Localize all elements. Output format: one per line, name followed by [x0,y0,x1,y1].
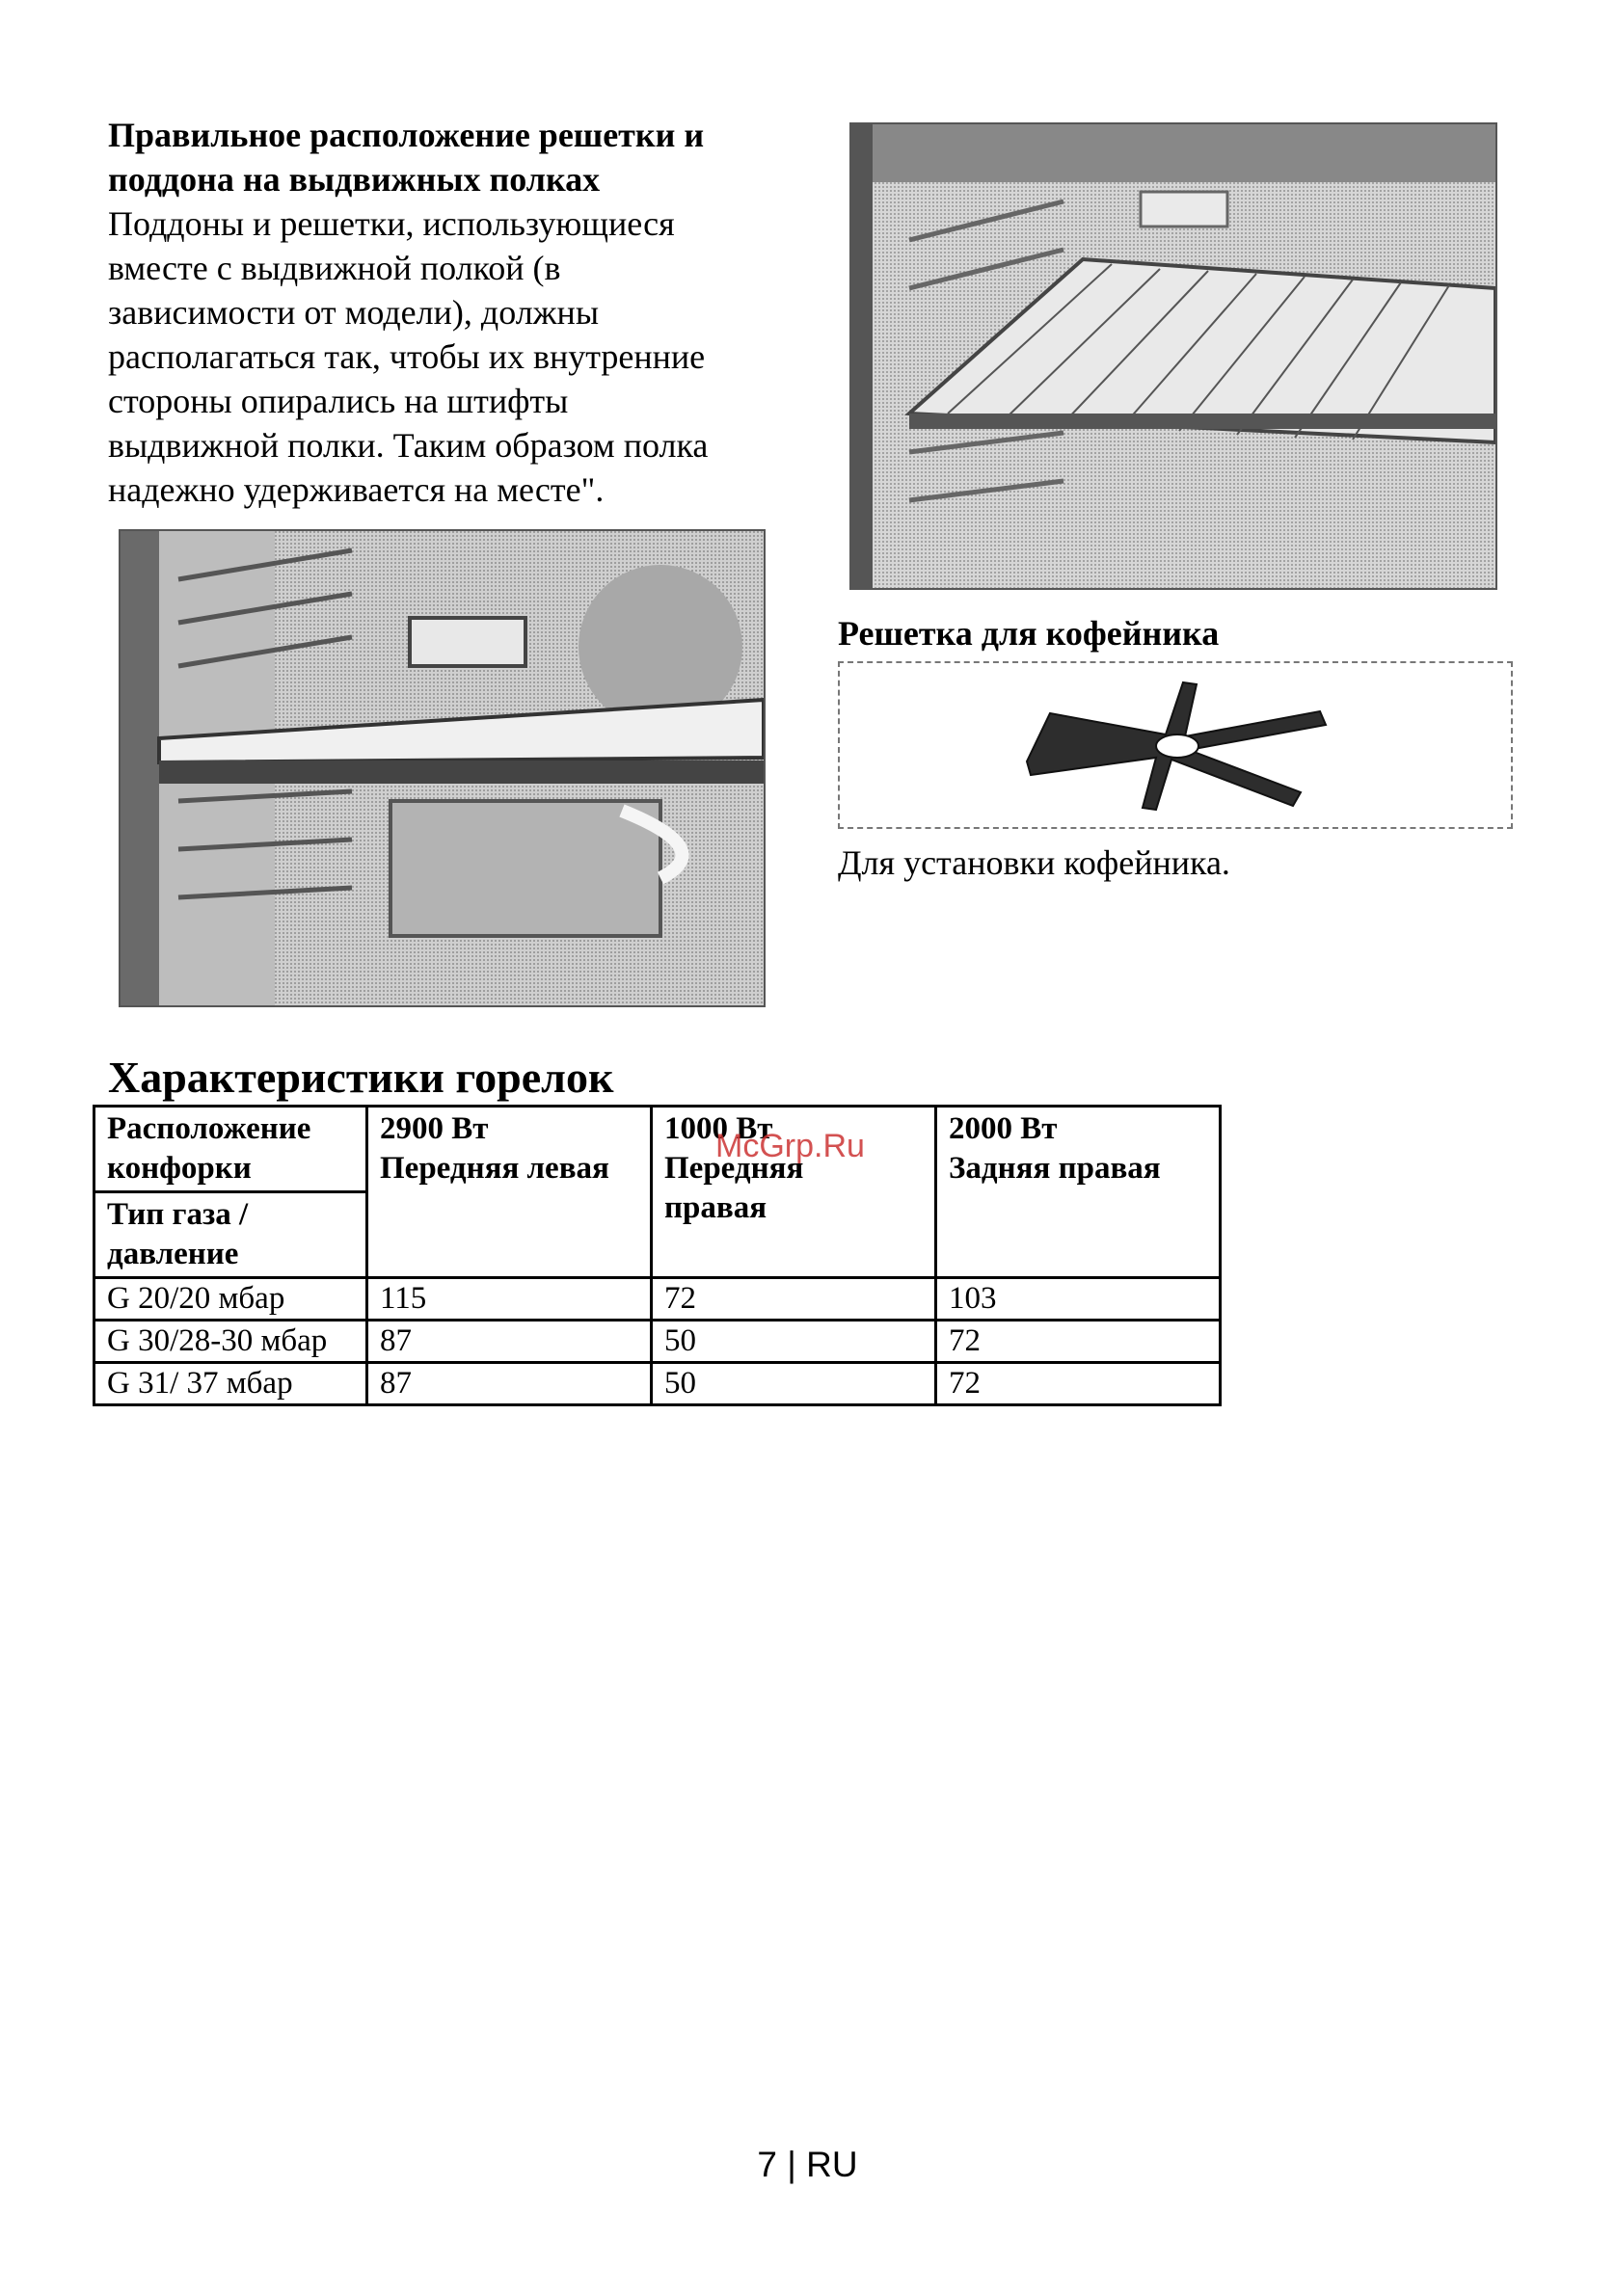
watermark: McGrp.Ru [715,1128,865,1164]
value-cell: 50 [652,1321,936,1363]
gas-type-cell: G 31/ 37 мбар [94,1363,367,1405]
burner-power: 2000 Вт [949,1111,1058,1146]
burner-position: Передняя правая [664,1151,804,1225]
language-code: RU [806,2145,858,2184]
coffee-pot-support-icon [840,663,1511,827]
value-cell: 50 [652,1363,936,1405]
burner-position: Задняя правая [949,1151,1161,1186]
value-cell: 103 [936,1278,1221,1321]
value-cell: 87 [367,1321,652,1363]
intro-body [108,201,802,512]
header-burner-3 [936,1107,1221,1278]
burner-position: Передняя левая [380,1151,609,1186]
intro-title-line-1: Правильное расположение решетки и [108,116,705,154]
grid-photo-illustration [851,124,1495,588]
intro-section [108,113,802,512]
page-number: 7 [757,2145,777,2184]
intro-body-line: надежно удерживается на месте". [108,470,605,509]
header-gas-type-cell: Тип газа / давление [94,1192,367,1278]
burner-specs-table [93,1105,1222,1406]
header-location-cell: Расположение конфорки [94,1107,367,1192]
gas-type-cell: G 30/28-30 мбар [94,1321,367,1363]
burner-power: 2900 Вт [380,1111,489,1146]
intro-body-line: Поддоны и решетки, использующиеся [108,204,675,243]
value-cell: 115 [367,1278,652,1321]
gas-type-cell: G 20/20 мбар [94,1278,367,1321]
footer-separator: | [787,2145,796,2184]
wire-grid-on-rail-photo [849,122,1497,590]
coffee-support-heading: Решетка для кофейника [838,614,1220,653]
burner-power: 1000 Вт [664,1111,773,1146]
coffee-support-caption: Для установки кофейника. [838,843,1230,882]
tray-on-rail-photo [119,529,766,1007]
burner-specs-heading: Характеристики горелок [108,1053,614,1102]
coffee-support-image-frame [838,661,1513,829]
value-cell: 87 [367,1363,652,1405]
intro-body-line: стороны опирались на штифты [108,382,569,420]
header-burner-1 [367,1107,652,1278]
value-cell: 72 [652,1278,936,1321]
table-row [94,1321,1221,1363]
table-header-row [94,1107,1221,1192]
page-footer [0,2145,1615,2185]
table-row [94,1278,1221,1321]
intro-body-line: выдвижной полки. Таким образом полка [108,426,709,465]
intro-body-line: зависимости от модели), должны [108,293,600,332]
table-row [94,1363,1221,1405]
intro-title [108,113,802,201]
intro-body-line: вместе с выдвижной полкой (в [108,249,561,287]
intro-body-line: располагаться так, чтобы их внутренние [108,337,706,376]
value-cell: 72 [936,1363,1221,1405]
value-cell: 72 [936,1321,1221,1363]
tray-photo-illustration [121,531,764,1005]
intro-title-line-2: поддона на выдвижных полках [108,160,601,199]
